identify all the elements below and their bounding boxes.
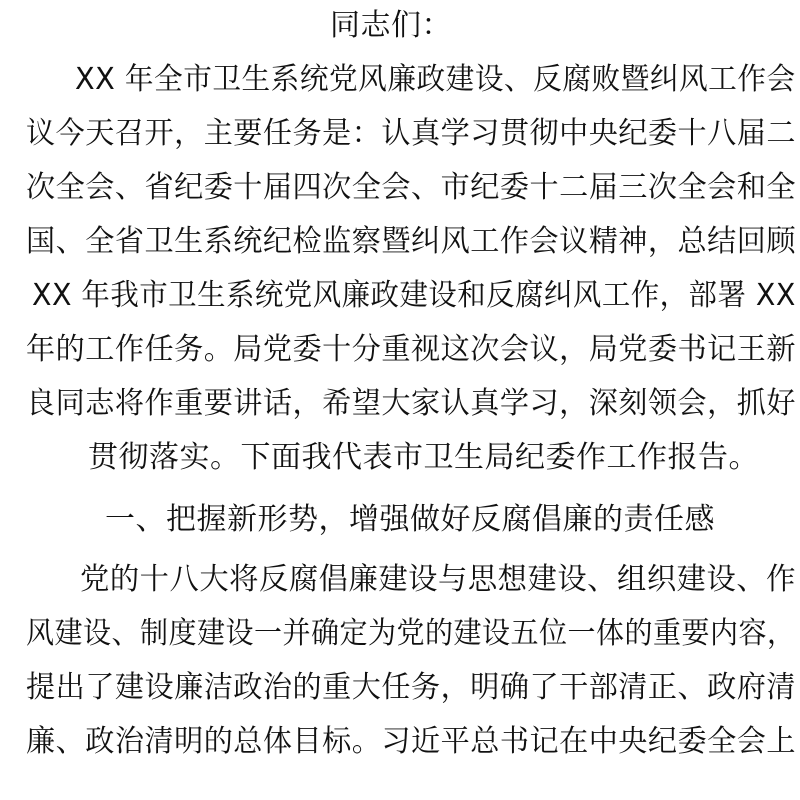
paragraph-line: XX 年全市卫生系统党风廉政建设、反腐败暨纠风工作会 [75, 62, 796, 97]
salutation: 同志们： [330, 8, 452, 43]
paragraph-line: 年的工作任务。局党委十分重视这次会议，局党委书记王新 [26, 332, 796, 367]
paragraph-line: 良同志将作重要讲话，希望大家认真学习，深刻领会，抓好 [26, 386, 796, 421]
paragraph-line: 提出了建设廉洁政治的重大任务，明确了干部清正、政府清 [26, 670, 796, 705]
paragraph-line: 党的十八大将反腐倡廉建设与思想建设、组织建设、作 [80, 562, 796, 597]
paragraph-line: 风建设、制度建设一并确定为党的建设五位一体的重要内容， [26, 616, 796, 651]
paragraph-line: 贯彻落实。下面我代表市卫生局纪委作工作报告。 [88, 440, 759, 475]
paragraph-line: 议今天召开，主要任务是：认真学习贯彻中央纪委十八届二 [26, 116, 796, 151]
paragraph-line: XX 年我市卫生系统党风廉政建设和反腐纠风工作，部署 XX [32, 278, 796, 313]
paragraph-line: 国、全省卫生系统纪检监察暨纠风工作会议精神，总结回顾 [26, 224, 796, 259]
paragraph-line: 廉、政治清明的总体目标。习近平总书记在中央纪委全会上 [26, 724, 796, 759]
section-heading: 一、把握新形势，增强做好反腐倡廉的责任感 [105, 502, 715, 537]
paragraph-line: 次全会、省纪委十届四次全会、市纪委十二届三次全会和全 [26, 170, 796, 205]
